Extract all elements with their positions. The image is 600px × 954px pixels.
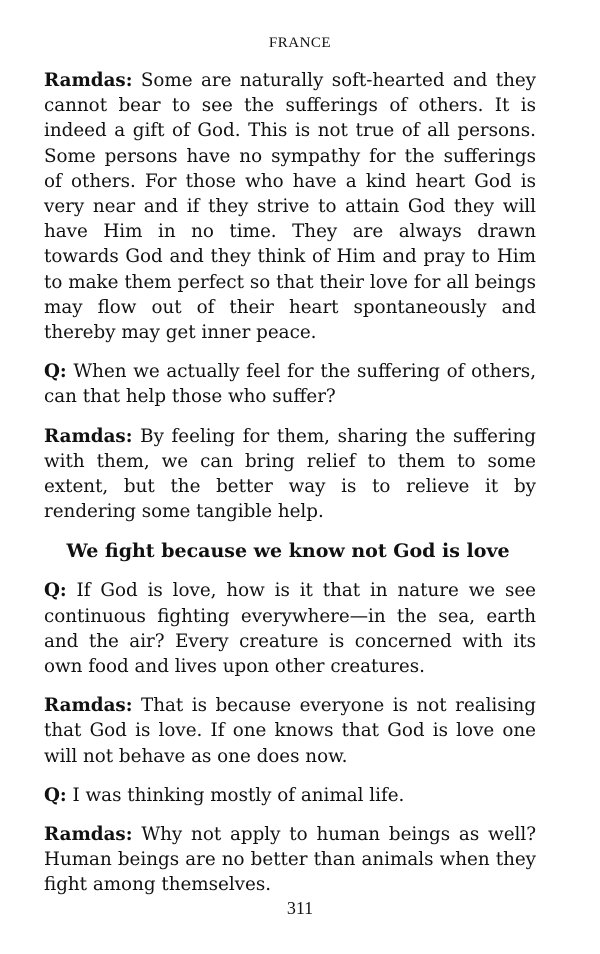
speaker-label: Q: (44, 784, 67, 806)
speaker-label: Ramdas: (44, 824, 133, 846)
dialogue-paragraph (44, 424, 536, 525)
paragraph-text: I was thinking mostly of animal life. (72, 784, 405, 806)
speaker-label: Ramdas: (44, 695, 133, 717)
dialogue-paragraph (44, 783, 536, 808)
dialogue-paragraph (44, 822, 536, 898)
page-number: 311 (286, 898, 314, 918)
dialogue-paragraph (44, 578, 536, 679)
dialogue-paragraph (44, 68, 536, 345)
speaker-label: Q: (44, 361, 67, 383)
paragraph-text: If God is love, how is it that in nature we see continuous fighting everywhere—in the sea, earth and the air? Every creature is concerned with its own food and lives upon other creatures. (44, 580, 536, 678)
page-body (44, 68, 536, 912)
paragraph-text: By feeling for them, sharing the suffering with them, we can bring relief to them to some extent, but the better way is to relieve it by rendering some tangible help. (44, 425, 537, 523)
paragraph-text: That is because everyone is not realising that God is love. If one knows that God is love one will not behave as one does now. (44, 695, 536, 767)
running-head: FRANCE (268, 35, 332, 51)
paragraph-text: Why not apply to human beings as well? Human beings are no better than animals when they fight among themselves. (44, 824, 537, 896)
speaker-label: Ramdas: (44, 70, 133, 91)
section-heading: We fight because we know not God is love (66, 540, 510, 563)
paragraph-text: When we actually feel for the suffering of others, can that help those who suffer? (44, 361, 536, 408)
speaker-label: Ramdas: (44, 425, 133, 447)
paragraph-text: Some are naturally soft-hearted and they cannot bear to see the sufferings of others. It is indeed a gift of God. This is not true of all persons. Some persons have no sympathy for the sufferings of others. For those who have a kind heart God is very near and if they strive to attain God they will have Him in no time. They are always drawn towards God and they think of Him and pray to Him to make them perfect so that their love for all beings may flow out of their heart spontaneously and thereby may get inner peace. (44, 70, 536, 344)
speaker-label: Q: (44, 580, 67, 602)
dialogue-paragraph (44, 359, 536, 409)
dialogue-paragraph (44, 693, 536, 769)
